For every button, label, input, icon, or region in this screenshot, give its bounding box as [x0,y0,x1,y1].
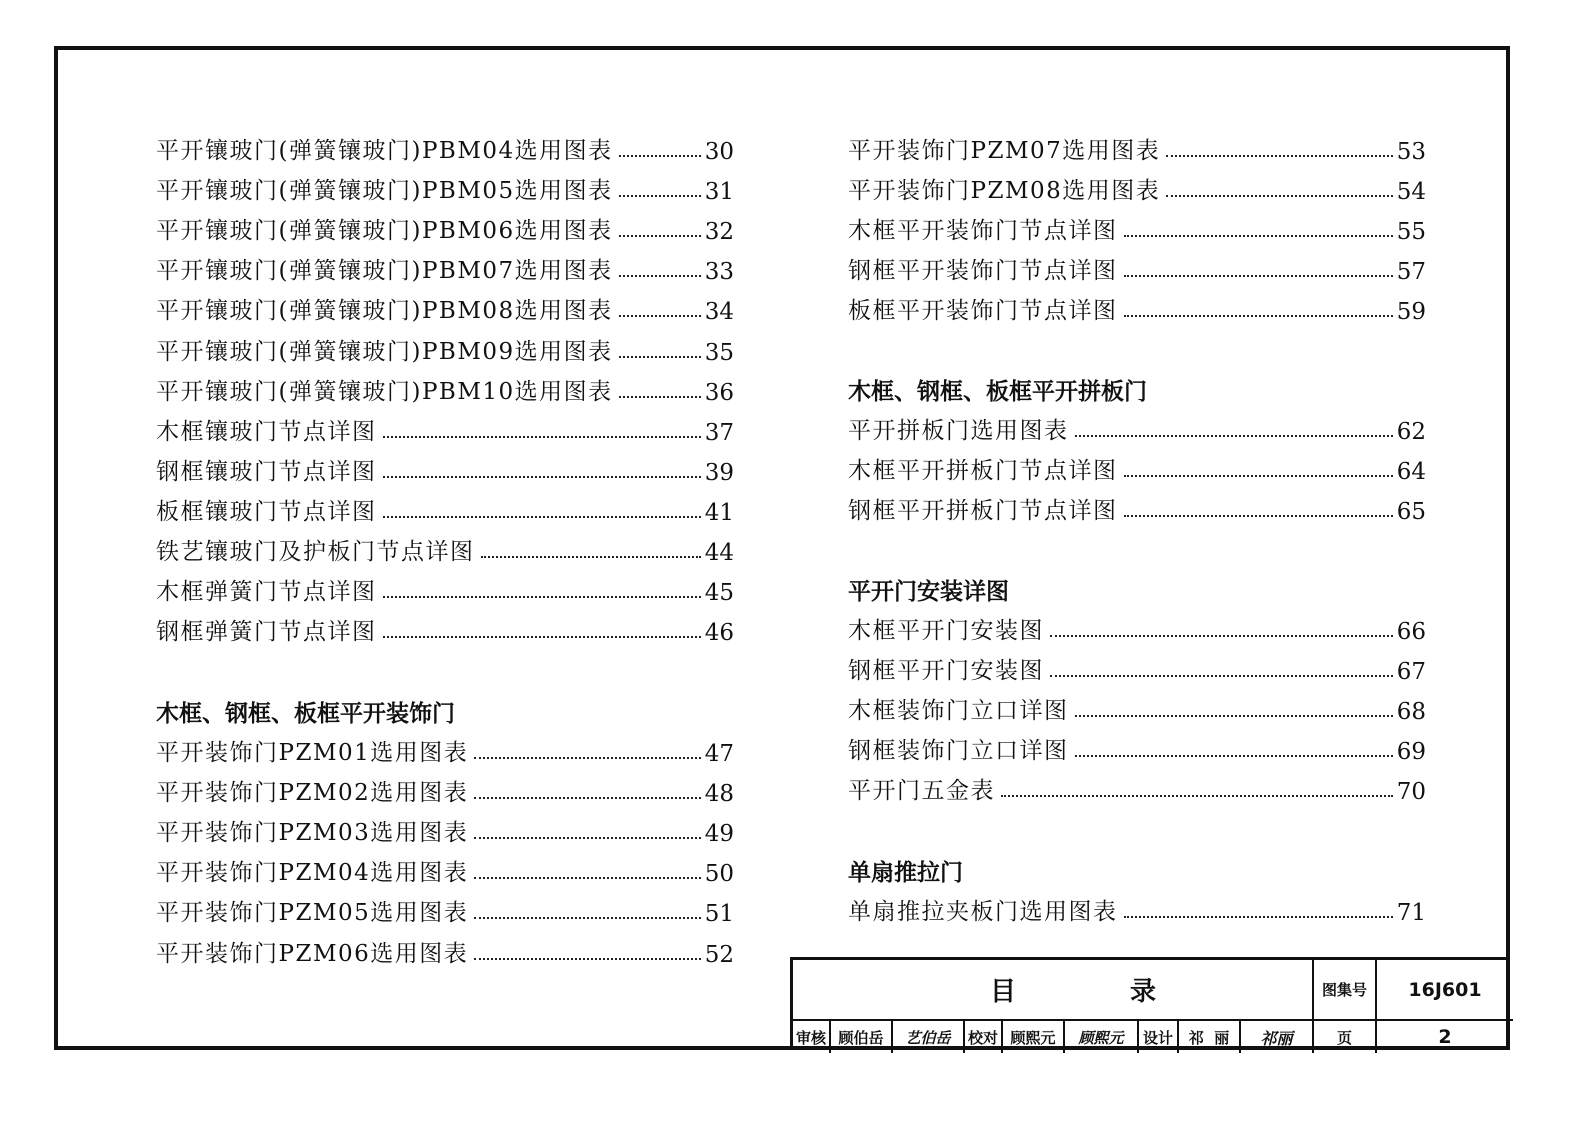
leader-dots [1124,235,1393,237]
toc-entry [156,291,734,325]
toc-entry-title: 木框平开拼板门节点详图 [848,458,1118,485]
toc-entry-page: 47 [704,741,734,767]
checker-signature: 顾熙元 [1078,1028,1124,1047]
toc-entry-title: 钢框弹簧门节点详图 [156,619,377,646]
atlas-number: 16J601 [1408,978,1482,1001]
leader-dots [383,476,701,478]
toc-entry-page: 68 [1396,699,1426,726]
toc-entry [156,171,734,205]
toc-entry-title: 平开装饰门PZM08选用图表 [848,178,1161,205]
leader-dots [1166,195,1392,197]
toc-entry-page: 65 [1396,499,1426,526]
toc-entry-page: 30 [704,139,734,165]
leader-dots [1124,275,1393,277]
toc-entry-page: 67 [1396,659,1426,686]
leader-dots [474,757,700,759]
toc-entry [848,611,1426,645]
leader-dots [383,596,701,598]
toc-entry [156,412,734,446]
toc-entry-title: 铁艺镶玻门及护板门节点详图 [156,539,475,565]
design-label: 设计 [1142,1028,1173,1047]
toc-entry-page: 55 [1396,219,1426,246]
toc-entry [156,492,734,526]
toc-entry [156,773,734,807]
leader-dots [383,436,701,438]
toc-entry [848,171,1426,205]
page-number: 2 [1438,1026,1452,1048]
leader-dots [1050,635,1393,637]
toc-entry-page: 44 [704,540,734,566]
toc-entry-page: 54 [1396,179,1426,206]
toc-entry-page: 41 [704,499,734,526]
toc-entry-title: 板框镶玻门节点详图 [156,498,377,525]
atlas-number-label: 图集号 [1321,981,1367,999]
toc-entry-title: 钢框镶玻门节点详图 [156,458,377,485]
toc-entry-title: 平开装饰门PZM02选用图表 [156,780,469,807]
toc-entry-title: 平开拼板门选用图表 [848,418,1069,444]
reviewer-name: 顾伯岳 [838,1028,884,1047]
leader-dots [1124,916,1393,918]
toc-entry-page: 36 [704,379,734,406]
leader-dots [474,877,700,879]
toc-entry-page: 34 [704,299,734,326]
toc-entry [848,291,1426,325]
toc-entry-title: 木框装饰门立口详图 [848,698,1069,725]
toc-entry-page: 64 [1396,459,1426,486]
toc-entry-title: 平开镶玻门(弹簧镶玻门)PBM08选用图表 [156,298,613,325]
toc-entry-title: 平开镶玻门(弹簧镶玻门)PBM09选用图表 [156,338,613,365]
section-heading: 木框、钢框、板框平开装饰门 [156,701,455,727]
toc-entry [848,771,1426,805]
leader-dots [1166,155,1392,157]
toc-entry-page: 50 [704,861,734,888]
leader-dots [1124,515,1393,517]
toc-entry [848,131,1426,165]
toc-entry-page: 31 [704,179,734,206]
toc-entry-page: 53 [1396,139,1426,165]
section-heading: 单扇推拉门 [848,860,963,886]
toc-entry-page: 62 [1396,419,1426,445]
toc-entry [156,251,734,285]
toc-entry [156,612,734,646]
leader-dots [1075,755,1393,757]
toc-entry-title: 钢框装饰门立口详图 [848,738,1069,765]
toc-entry [156,131,734,165]
toc-entry [156,332,734,366]
leader-dots [1001,795,1393,797]
review-label: 审核 [795,1028,826,1047]
leader-dots [383,636,701,638]
toc-entry-page: 33 [704,259,734,286]
toc-entry [848,731,1426,765]
toc-entry [156,572,734,606]
leader-dots [1075,715,1393,717]
toc-entry [156,813,734,847]
toc-entry-page: 48 [704,781,734,808]
toc-entry [848,491,1426,525]
section-heading: 木框、钢框、板框平开拼板门 [848,379,1147,405]
toc-entry [156,733,734,767]
leader-dots [619,195,701,197]
toc-entry-title: 平开镶玻门(弹簧镶玻门)PBM05选用图表 [156,178,613,205]
toc-entry-title: 木框平开门安装图 [848,618,1044,644]
leader-dots [619,275,701,277]
toc-entry-title: 钢框平开装饰门节点详图 [848,258,1118,285]
toc-entry [156,934,734,968]
leader-dots [383,516,701,518]
toc-entry-page: 51 [704,901,734,928]
toc-entry-title: 平开门五金表 [848,778,995,805]
toc-entry-title: 板框平开装饰门节点详图 [848,298,1118,325]
toc-entry [848,411,1426,445]
leader-dots [1050,675,1393,677]
toc-entry [156,372,734,406]
toc-entry [156,532,734,566]
toc-entry-title: 木框平开装饰门节点详图 [848,218,1118,245]
designer-name: 祁 丽 [1188,1028,1230,1047]
toc-entry-title: 平开装饰门PZM03选用图表 [156,820,469,847]
toc-entry-title: 木框镶玻门节点详图 [156,418,377,445]
leader-dots [474,958,700,960]
toc-entry [848,251,1426,285]
leader-dots [1075,435,1393,437]
toc-entry [156,211,734,245]
toc-entry-page: 71 [1396,900,1426,926]
leader-dots [619,155,701,157]
toc-entry-title: 木框弹簧门节点详图 [156,579,377,606]
designer-signature: 祁丽 [1260,1028,1293,1048]
toc-entry-title: 平开镶玻门(弹簧镶玻门)PBM07选用图表 [156,258,613,285]
toc-entry-page: 66 [1396,619,1426,645]
toc-entry-page: 45 [704,580,734,607]
toc-entry [848,451,1426,485]
toc-entry-page: 39 [704,459,734,486]
toc-entry-title: 平开镶玻门(弹簧镶玻门)PBM10选用图表 [156,378,613,405]
toc-entry-page: 52 [704,941,734,968]
reviewer-signature: 艺伯岳 [905,1028,951,1047]
toc-entry [848,211,1426,245]
leader-dots [619,315,701,317]
toc-entry-title: 平开装饰门PZM05选用图表 [156,900,469,927]
toc-entry-page: 46 [704,620,734,647]
page-label: 页 [1336,1028,1352,1047]
toc-entry-title: 钢框平开门安装图 [848,658,1044,685]
leader-dots [619,356,701,358]
toc-entry [848,892,1426,926]
check-label: 校对 [967,1028,998,1047]
toc-entry-title: 平开装饰门PZM01选用图表 [156,740,469,766]
toc-entry-page: 32 [704,219,734,246]
toc-entry-title: 平开镶玻门(弹簧镶玻门)PBM06选用图表 [156,218,613,245]
toc-entry-title: 平开装饰门PZM04选用图表 [156,860,469,887]
title-char-1: 目 [989,977,1016,1007]
toc-entry-page: 59 [1396,299,1426,326]
checker-name: 顾熙元 [1010,1028,1056,1047]
leader-dots [619,235,701,237]
toc-entry-page: 57 [1396,259,1426,286]
toc-entry-page: 70 [1396,779,1426,806]
title-block [790,957,1510,1050]
toc-entry-title: 平开镶玻门(弹簧镶玻门)PBM04选用图表 [156,138,613,164]
section-heading: 平开门安装详图 [848,579,1009,605]
toc-entry [156,452,734,486]
toc-entry [848,691,1426,725]
title-char-2: 录 [1129,977,1156,1007]
toc-entry [156,893,734,927]
leader-dots [619,396,701,398]
toc-entry [848,651,1426,685]
leader-dots [481,556,701,558]
leader-dots [474,917,700,919]
toc-entry-title: 平开装饰门PZM06选用图表 [156,940,469,967]
toc-entry-page: 35 [704,339,734,366]
toc-entry-title: 钢框平开拼板门节点详图 [848,498,1118,525]
leader-dots [1124,315,1393,317]
leader-dots [474,837,700,839]
toc-entry-page: 37 [704,419,734,446]
leader-dots [474,797,700,799]
leader-dots [1124,475,1393,477]
toc-entry-page: 49 [704,821,734,848]
toc-entry-page: 69 [1396,739,1426,766]
toc-entry-title: 单扇推拉夹板门选用图表 [848,899,1118,925]
toc-entry-title: 平开装饰门PZM07选用图表 [848,138,1161,164]
toc-entry [156,853,734,887]
